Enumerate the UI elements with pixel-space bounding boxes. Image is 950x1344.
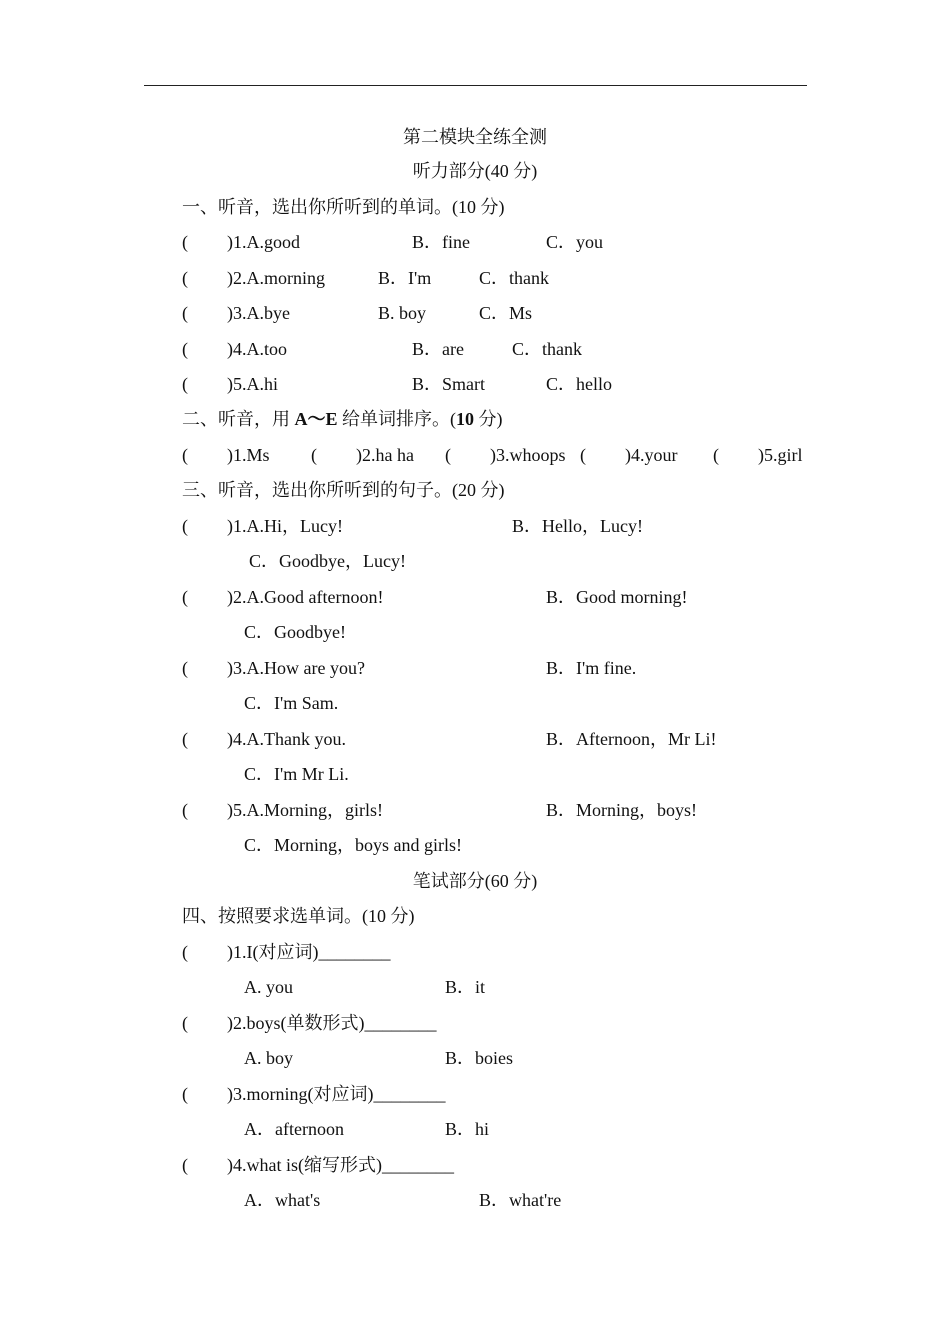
answer-paren: ( [182,516,188,536]
s2-item-4: )4.your [625,445,678,465]
answer-paren: ( [182,232,188,252]
answer-paren: ( [182,729,188,749]
s3-q2-option-b: B．Good morning! [546,587,688,607]
s3-q2-option-a: )2.A.Good afternoon! [227,587,384,607]
listening-section-title: 听力部分(40 分) [412,161,538,181]
s1-q1-option-c: C．you [546,232,604,252]
s3-q1-option-b: B．Hello，Lucy! [512,516,643,536]
s1-q5-option-a: )5.A.hi [227,374,278,394]
answer-paren: ( [580,445,586,465]
s3-q5-option-a: )5.A.Morning，girls! [227,800,383,820]
s1-q3-option-a: )3.A.bye [227,303,290,323]
s4-q2-option-a: A. boy [244,1048,293,1068]
answer-paren: ( [182,1084,188,1104]
s1-q4-option-b: B．are [412,339,464,359]
s2-item-1: )1.Ms [227,445,270,465]
s4-q3-option-a: A．afternoon [244,1119,344,1139]
header-rule [144,85,807,86]
s3-q1-option-a: )1.A.Hi，Lucy! [227,516,343,536]
section-2-heading: 二、听音，用 A～E 给单词排序。(10 分) [182,409,503,429]
s4-q1-option-b: B．it [445,977,486,997]
s3-q5-option-b: B．Morning，boys! [546,800,698,820]
page-title: 第二模块全练全测 [403,127,547,147]
s1-q4-option-a: )4.A.too [227,339,287,359]
answer-paren: ( [713,445,719,465]
section-1-heading: 一、听音，选出你所听到的单词。(10 分) [182,197,505,217]
s1-q3-option-b: B. boy [378,303,427,323]
s4-q2-option-b: B．boies [445,1048,514,1068]
s4-q1-option-a: A. you [244,977,293,997]
answer-paren: ( [182,303,188,323]
s4-q3-option-b: B．hi [445,1119,490,1139]
s1-q4-option-c: C．thank [512,339,582,359]
answer-paren: ( [182,268,188,288]
s3-q4-option-a: )4.A.Thank you. [227,729,346,749]
answer-paren: ( [311,445,317,465]
answer-paren: ( [182,587,188,607]
s1-q5-option-b: B．Smart [412,374,486,394]
answer-paren: ( [182,1155,188,1175]
s2-item-5: )5.girl [758,445,803,465]
writing-section-title: 笔试部分(60 分) [412,871,538,891]
answer-paren: ( [182,445,188,465]
s3-q4-option-b: B．Afternoon，Mr Li! [546,729,717,749]
s4-q4-option-a: A．what's [244,1190,321,1210]
s2-item-2: )2.ha ha [356,445,414,465]
s2-item-3: )3.whoops [490,445,566,465]
answer-paren: ( [182,800,188,820]
answer-paren: ( [445,445,451,465]
s3-q2-option-c: C．Goodbye! [244,622,346,642]
answer-paren: ( [182,374,188,394]
s1-q1-option-b: B．fine [412,232,470,252]
answer-paren: ( [182,942,188,962]
s4-q3-prompt: )3.morning(对应词)________ [227,1084,446,1104]
s3-q5-option-c: C．Morning，boys and girls! [244,835,462,855]
s4-q4-prompt: )4.what is(缩写形式)________ [227,1155,454,1175]
s1-q5-option-c: C．hello [546,374,612,394]
s3-q3-option-b: B．I'm fine. [546,658,637,678]
s4-q1-prompt: )1.I(对应词)________ [227,942,391,962]
s1-q3-option-c: C．Ms [479,303,533,323]
section-4-heading: 四、按照要求选单词。(10 分) [182,906,415,926]
s1-q2-option-c: C．thank [479,268,549,288]
answer-paren: ( [182,339,188,359]
s3-q3-option-a: )3.A.How are you? [227,658,365,678]
s1-q2-option-a: )2.A.morning [227,268,325,288]
s1-q2-option-b: B．I'm [378,268,432,288]
s4-q4-option-b: B．what're [479,1190,562,1210]
s3-q1-option-c: C．Goodbye，Lucy! [249,551,406,571]
section-3-heading: 三、听音，选出你所听到的句子。(20 分) [182,480,505,500]
answer-paren: ( [182,1013,188,1033]
s3-q3-option-c: C．I'm Sam. [244,693,339,713]
s1-q1-option-a: )1.A.good [227,232,300,252]
s3-q4-option-c: C．I'm Mr Li. [244,764,349,784]
answer-paren: ( [182,658,188,678]
s4-q2-prompt: )2.boys(单数形式)________ [227,1013,437,1033]
